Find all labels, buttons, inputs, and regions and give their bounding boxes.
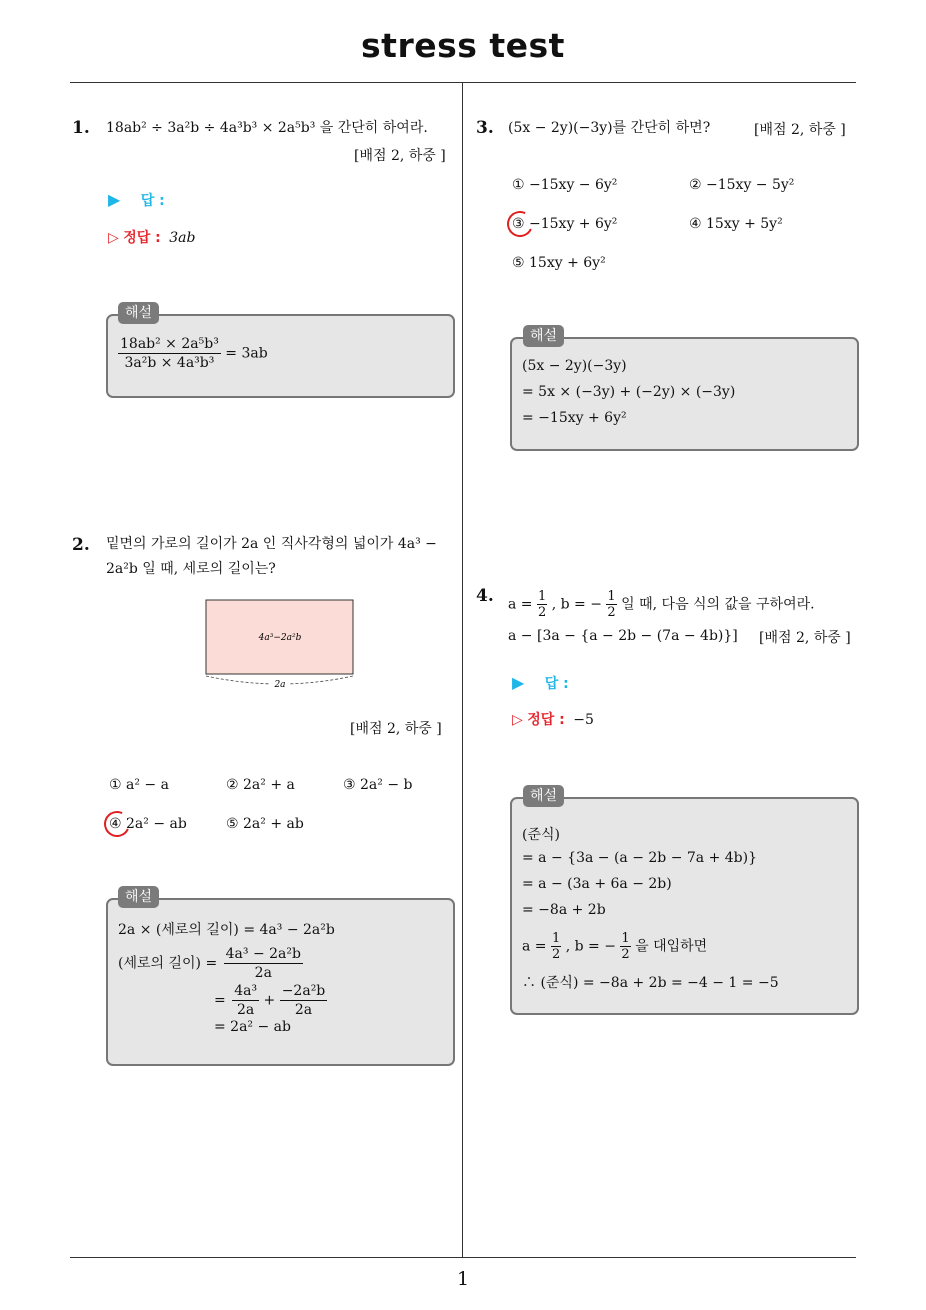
q2-exp-line2 xyxy=(118,945,303,982)
q3-text: (5x − 2y)(−3y)를 간단히 하면? xyxy=(508,120,711,136)
q4-correct-row xyxy=(512,709,594,729)
q4-exp-substitution xyxy=(522,931,707,962)
play-triangle-icon: ▶ xyxy=(512,673,525,692)
q2-option-5[interactable]: ⑤ 2a² + ab xyxy=(226,816,304,832)
q4-exp-sub-b-den: 2 xyxy=(621,947,630,962)
q4-answer-row xyxy=(512,673,569,693)
play-triangle-icon: ▶ xyxy=(108,190,121,209)
q4-exp-sub-a-num: 1 xyxy=(551,931,561,946)
q3-number: 3. xyxy=(476,118,494,138)
figure-area-label: 4a³−2a²b xyxy=(258,633,302,643)
q4-explanation-tab: 해설 xyxy=(523,785,564,807)
q1-number: 1. xyxy=(72,118,90,138)
top-rule xyxy=(70,82,856,83)
q3-exp-line3: = −15xy + 6y² xyxy=(522,410,627,426)
column-divider xyxy=(462,82,463,1257)
page-number: 1 xyxy=(456,1268,470,1290)
q1-answer-label: 답 : xyxy=(140,193,165,209)
q3-option-4[interactable]: ④ 15xy + 5y² xyxy=(689,216,783,232)
q4-condition xyxy=(508,589,815,620)
q4-cond-b-num: 1 xyxy=(607,589,616,604)
q2-number: 2. xyxy=(72,535,90,555)
q2-rectangle-figure xyxy=(200,596,360,692)
q4-cond-a-num: 1 xyxy=(537,589,547,604)
outline-triangle-icon: ▷ xyxy=(512,712,523,728)
q1-correct-label: 정답 : xyxy=(123,230,161,246)
q4-exp-sub-b-num: 1 xyxy=(621,931,630,946)
q2-exp-line1: 2a × (세로의 길이) = 4a³ − 2a²b xyxy=(118,922,335,938)
q1-correct-answer: 3ab xyxy=(169,230,196,246)
q2-option-3[interactable]: ③ 2a² − b xyxy=(343,777,413,793)
q1-exp-denominator: 3a²b × 4a³b³ xyxy=(124,355,215,371)
q4-expression: a − [3a − {a − 2b − (7a − 4b)}] xyxy=(508,628,738,644)
q4-exp-sub-a: a = xyxy=(522,938,547,955)
bottom-rule xyxy=(70,1257,856,1258)
q2-option-4[interactable]: ④ 2a² − ab xyxy=(109,816,187,832)
q2-text-line2: 2a²b 일 때, 세로의 길이는? xyxy=(106,561,276,577)
q4-exp-final: ∴ (준식) = −8a + 2b = −4 − 1 = −5 xyxy=(522,975,779,991)
q4-correct-label: 정답 : xyxy=(527,712,565,728)
q4-score: [배점 2, 하중 ] xyxy=(759,630,851,646)
q3-option-1[interactable]: ① −15xy − 6y² xyxy=(512,177,618,193)
q1-explanation-tab: 해설 xyxy=(118,302,159,324)
q2-option-2[interactable]: ② 2a² + a xyxy=(226,777,295,793)
q3-exp-line1: (5x − 2y)(−3y) xyxy=(522,358,627,374)
q2-selected-circle-mark xyxy=(100,807,133,840)
q1-text: 18ab² ÷ 3a²b ÷ 4a³b³ × 2a⁵b³ 을 간단히 하여라. xyxy=(106,120,428,136)
q4-exp-sub-a-den: 2 xyxy=(551,947,561,962)
q2-explanation-tab: 해설 xyxy=(118,886,159,908)
q4-exp-line1: (준식) xyxy=(522,827,560,843)
q2-exp-eq: = xyxy=(214,992,226,1009)
outline-triangle-icon: ▷ xyxy=(108,230,119,246)
q1-correct-row xyxy=(108,227,195,247)
q2-exp-frac1-num: 4a³ − 2a²b xyxy=(225,946,301,962)
q2-exp-lhs: (세로의 길이) = xyxy=(118,955,218,972)
q3-option-2[interactable]: ② −15xy − 5y² xyxy=(689,177,795,193)
q3-selected-circle-mark xyxy=(503,207,536,240)
q4-exp-line4: = −8a + 2b xyxy=(522,902,606,918)
q4-exp-line3: = a − (3a + 6a − 2b) xyxy=(522,876,672,892)
q2-exp-line4: = 2a² − ab xyxy=(214,1019,291,1035)
q2-exp-frac2-den: 2a xyxy=(236,1002,255,1018)
q2-exp-frac3-den: 2a xyxy=(294,1002,313,1018)
page-title: stress test xyxy=(361,26,565,65)
q4-correct-answer: −5 xyxy=(573,712,594,728)
q4-exp-sub-b: , b = − xyxy=(565,938,616,955)
q3-exp-line2: = 5x × (−3y) + (−2y) × (−3y) xyxy=(522,384,736,400)
q1-explanation-math xyxy=(118,335,268,372)
q4-number: 4. xyxy=(476,586,494,606)
q2-exp-frac3-num: −2a²b xyxy=(281,983,326,999)
q1-exp-result: = 3ab xyxy=(225,345,268,362)
q3-option-3[interactable]: ③ −15xy + 6y² xyxy=(512,216,618,232)
q2-exp-line3 xyxy=(214,982,327,1019)
q4-cond-b-den: 2 xyxy=(607,605,616,620)
q2-text-line1: 밑면의 가로의 길이가 2a 인 직사각형의 넓이가 4a³ − xyxy=(106,536,437,552)
q4-exp-sub-tail: 을 대입하면 xyxy=(635,938,708,955)
q2-exp-plus: + xyxy=(263,992,276,1009)
q4-cond-a: a = xyxy=(508,596,533,613)
figure-width-label: 2a xyxy=(274,680,286,690)
q3-score: [배점 2, 하중 ] xyxy=(754,122,846,138)
q2-exp-frac1-den: 2a xyxy=(254,965,272,981)
q4-cond-a-den: 2 xyxy=(537,605,547,620)
q4-cond-tail: 일 때, 다음 식의 값을 구하여라. xyxy=(621,596,815,613)
q4-cond-b: , b = − xyxy=(551,596,602,613)
q2-score: [배점 2, 하중 ] xyxy=(350,721,442,737)
q1-score: [배점 2, 하중 ] xyxy=(354,148,446,164)
q3-explanation-tab: 해설 xyxy=(523,325,564,347)
q2-option-1[interactable]: ① a² − a xyxy=(109,777,169,793)
q1-exp-numerator: 18ab² × 2a⁵b³ xyxy=(120,336,219,352)
q4-exp-line2: = a − {3a − (a − 2b − 7a + 4b)} xyxy=(522,850,758,866)
q4-answer-label: 답 : xyxy=(544,676,569,692)
q2-exp-frac2-num: 4a³ xyxy=(234,983,258,999)
q3-option-5[interactable]: ⑤ 15xy + 6y² xyxy=(512,255,606,271)
q1-answer-row xyxy=(108,190,165,210)
